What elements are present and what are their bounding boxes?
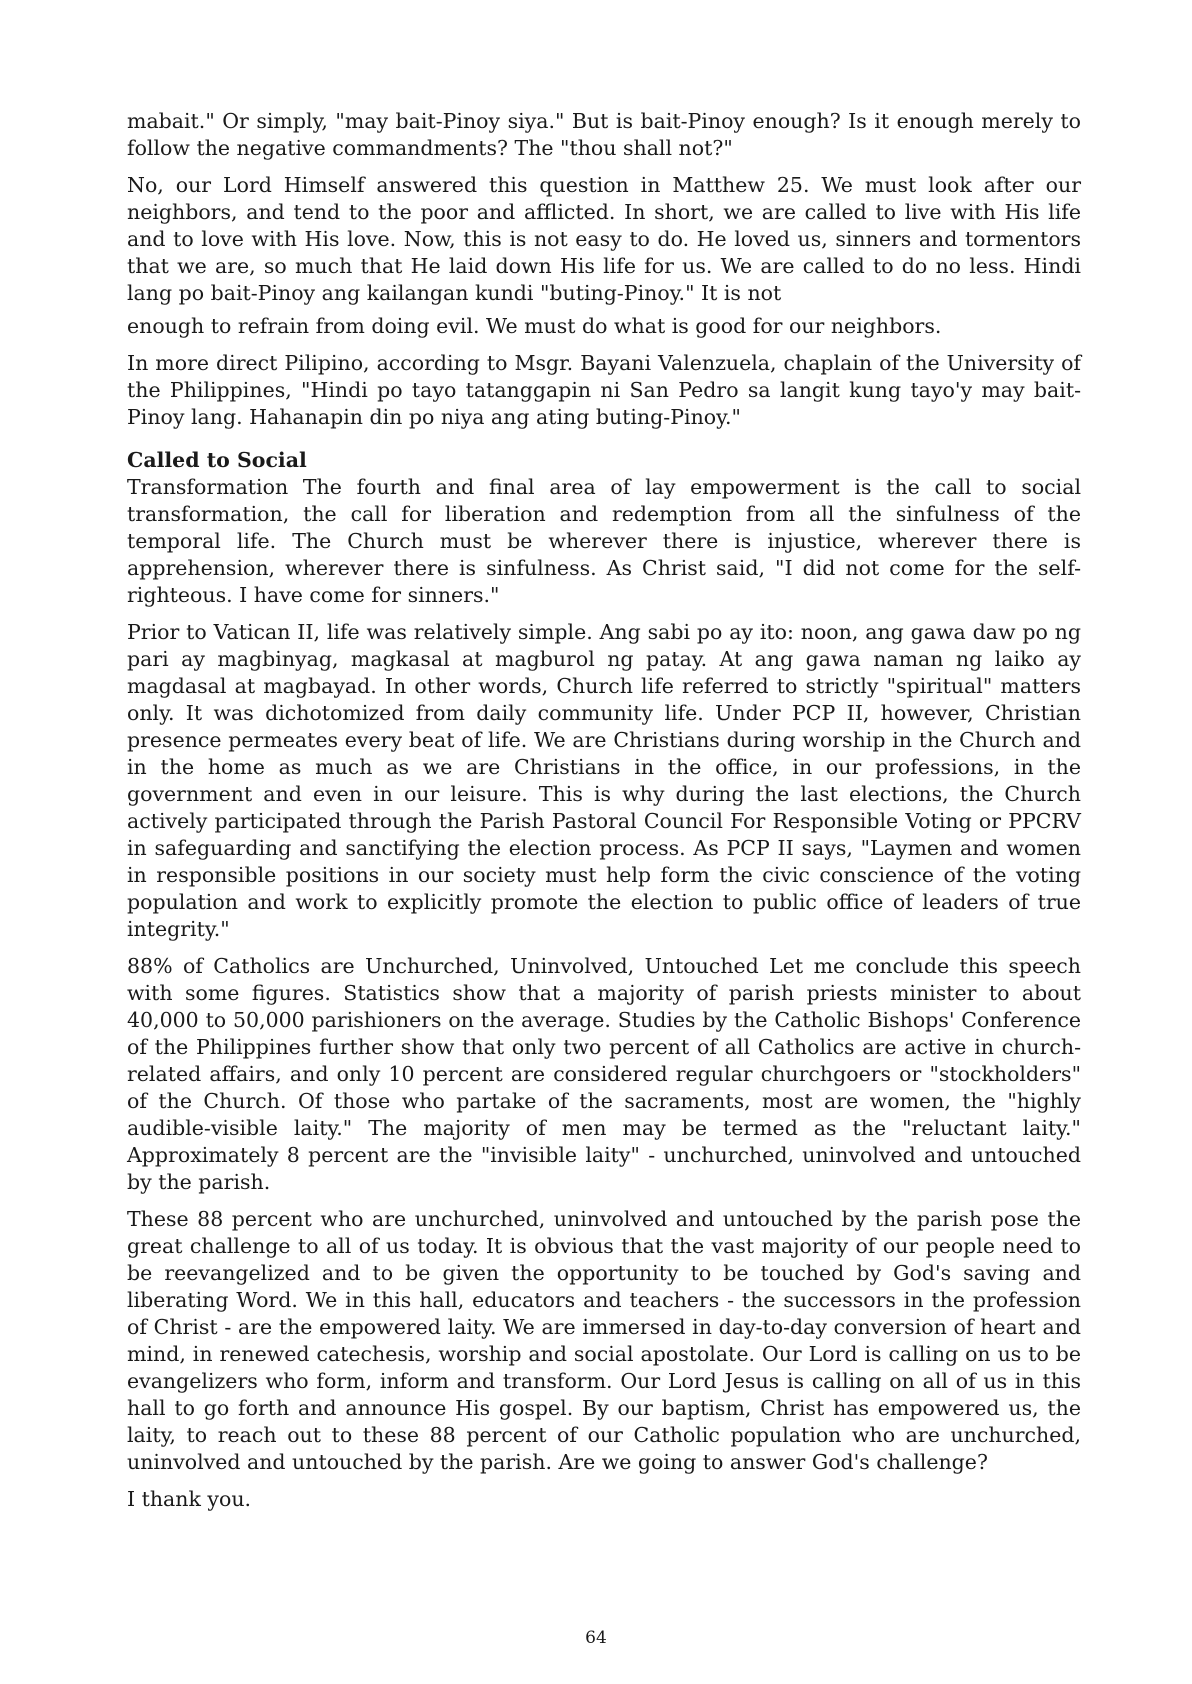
document-body [127,108,1081,1523]
paragraph: In more direct Pilipino, according to Msgr. Bayani Valenzuela, chaplain of the University of the Philippines, "Hindi po tayo tatanggapin ni San Pedro sa langit kung tayo'y may bait-Pinoy lang. Hahanapin din po niya ang ating buting-Pinoy." [127,351,1081,429]
paragraph: 88% of Catholics are Unchurched, Uninvolved, Untouched Let me conclude this speech with some figures. Statistics show that a majority of parish priests minister to about 40,000 to 50,000 parishioners on the average. Studies by the Catholic Bishops' Conference of the Philippines further show that only two percent of all Catholics are active in church-related affairs, and only 10 percent are considered regular churchgoers or "stockholders" of the Church. Of those who partake of the sacraments, most are women, the "highly audible-visible laity." The majority of men may be termed as the "reluctant laity." Approximately 8 percent are the "invisible laity" - unchurched, uninvolved and untouched by the parish. [127,954,1081,1194]
section-heading: Called to Social [127,448,307,472]
paragraph: enough to refrain from doing evil. We must do what is good for our neighbors. [127,314,942,338]
paragraph: mabait." Or simply, "may bait-Pinoy siya." But is bait-Pinoy enough? Is it enough merely to follow the negative commandments? The "thou shall not?" [127,109,1081,160]
paragraph: Prior to Vatican II, life was relatively simple. Ang sabi po ay ito: noon, ang gawa daw po ng pari ay magbinyag, magkasal at magburol ng patay. At ang gawa naman ng laiko ay magdasal at magbayad. In other words, Church life referred to strictly "spiritual" matters only. It was dichotomized from daily community life. Under PCP II, however, Christian presence permeates every beat of life. We are Christians during worship in the Church and in the home as much as we are Christians in the office, in our professions, in the government and even in our leisure. This is why during the last elections, the Church actively participated through the Parish Pastoral Council For Responsible Voting or PPCRV in safeguarding and sanctifying the election process. As PCP II says, "Laymen and women in responsible positions in our society must help form the civic conscience of the voting population and work to explicitly promote the election to public office of leaders of true integrity." [127,620,1081,941]
paragraph: I thank you. [127,1487,252,1511]
paragraph: Transformation The fourth and final area of lay empowerment is the call to social transformation, the call for liberation and redemption from all the sinfulness of the temporal life. The Church must be wherever there is injustice, wherever there is apprehension, wherever there is sinfulness. As Christ said, "I did not come for the self-righteous. I have come for sinners." [127,475,1081,607]
paragraph: No, our Lord Himself answered this question in Matthew 25. We must look after our neighbors, and tend to the poor and afflicted. In short, we are called to live with His life and to love with His love. Now, this is not easy to do. He loved us, sinners and tormentors that we are, so much that He laid down His life for us. We are called to do no less. Hindi lang po bait-Pinoy ang kailangan kundi "buting-Pinoy." It is not [127,173,1081,305]
page-number: 64 [585,1628,607,1648]
paragraph: These 88 percent who are unchurched, uninvolved and untouched by the parish pose the great challenge to all of us today. It is obvious that the vast majority of our people need to be reevangelized and to be given the opportunity to be touched by God's saving and liberating Word. We in this hall, educators and teachers - the successors in the profession of Christ - are the empowered laity. We are immersed in day-to-day conversion of heart and mind, in renewed catechesis, worship and social apostolate. Our Lord is calling on us to be evangelizers who form, inform and transform. Our Lord Jesus is calling on all of us in this hall to go forth and announce His gospel. By our baptism, Christ has empowered us, the laity, to reach out to these 88 percent of our Catholic population who are unchurched, uninvolved and untouched by the parish. Are we going to answer God's challenge? [127,1207,1081,1474]
